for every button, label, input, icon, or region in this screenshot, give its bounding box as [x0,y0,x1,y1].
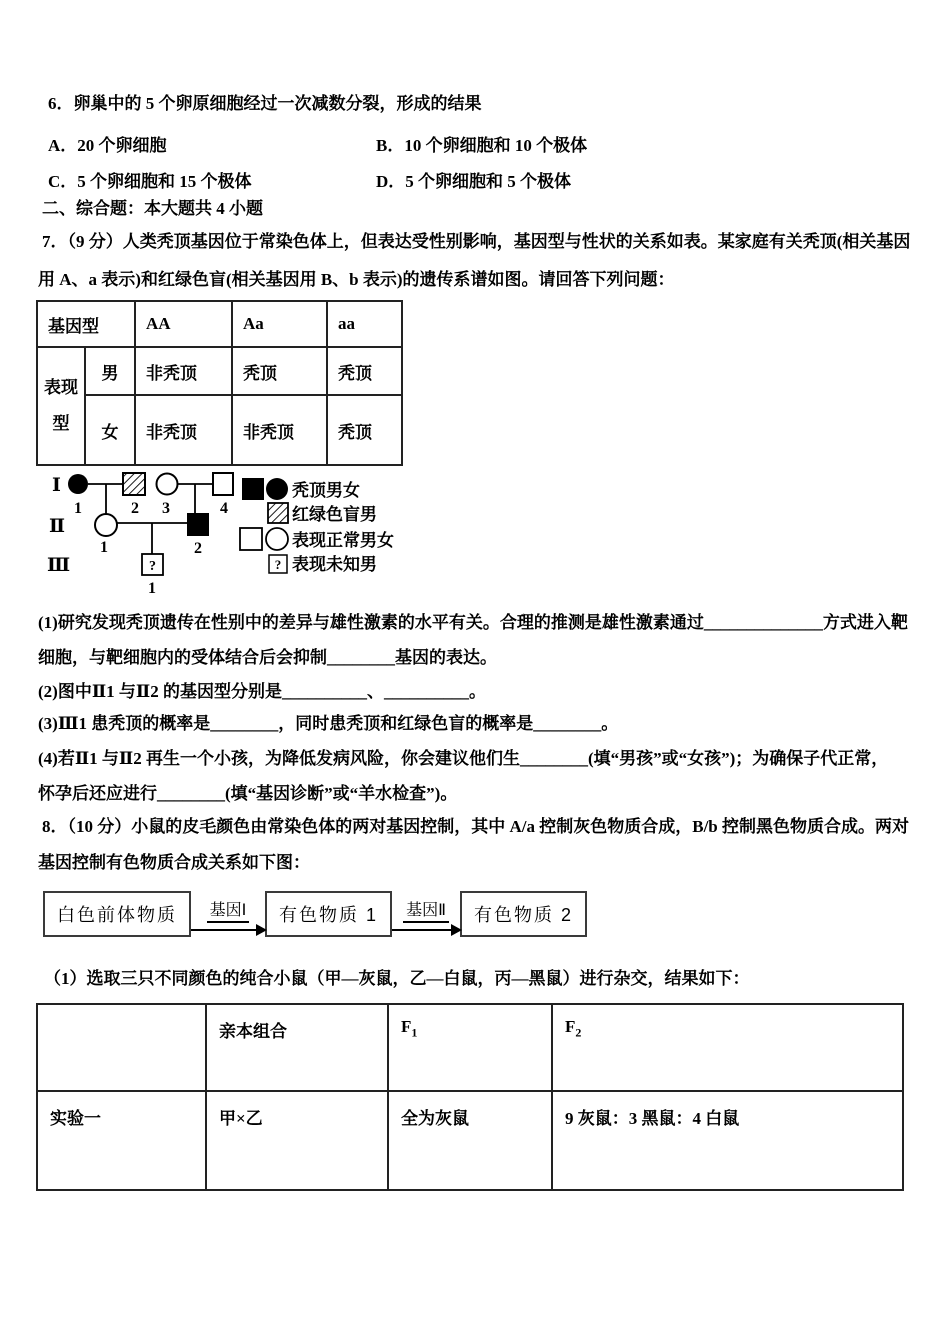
table-row [37,1091,903,1190]
experiment1-f2: 9 灰鼠：3 黑鼠：4 白鼠 [552,1091,903,1190]
male-aa-cell: 秃顶 [327,347,402,395]
pedigree-II1-normal-female [95,514,117,536]
pedigree-III1-question-mark: ? [149,559,156,574]
pedigree-I4-label: 4 [220,500,228,517]
pathway-box-pigment1: 有色物质 1 [265,891,392,937]
pathway-arrow-gene1 [191,897,265,931]
f1-base: F [401,1017,412,1036]
experiment1-f1: 全为灰鼠 [388,1091,552,1190]
legend-empty-circle-icon [266,528,288,550]
pedigree-II2-affected-male [187,513,209,536]
generation-label-2: Ⅱ [49,516,66,537]
right-arrow-icon [392,929,460,931]
q7-stem-line2: 用 A、a 表示)和红绿色盲(相关基因用 B、b 表示)的遗传系谱如图。请回答下列问题： [38,270,675,289]
legend-normal-label: 表现正常男女 [292,531,394,550]
genotype-table-corner: 基因型 [37,301,135,347]
genotype-header-AA: AA [135,301,232,347]
legend-hatched-square-icon [268,503,288,523]
pedigree-II1-label: 1 [100,539,108,556]
genotype-phenotype-table [36,300,403,466]
q7-sub2: (2)图中Ⅱ1 与Ⅱ2 的基因型分别是__________、__________。 [38,682,486,701]
section-heading: 二、综合题：本大题共 4 小题 [42,199,263,218]
male-Aa-cell: 秃顶 [232,347,327,395]
legend-empty-square-icon [240,528,262,550]
q7-stem-line1: 7．（9 分）人类秃顶基因位于常染色体上，但表达受性别影响，基因型与性状的关系如表。某家庭有关秃顶(相关基因 [42,232,911,251]
q7-sub1-line1: (1)研究发现秃顶遗传在性别中的差异与雄性激素的水平有关。合理的推测是雄性激素通过______________方式进入靶 [38,613,908,632]
experiment1-parents: 甲×乙 [206,1091,388,1190]
legend-colorblind-label: 红绿色盲男 [292,505,377,524]
q8-stem-line2: 基因控制有色物质合成关系如下图： [38,853,310,872]
generation-label-3: Ⅲ [47,555,71,576]
right-arrow-icon [191,929,265,931]
q7-sub3: (3)Ⅲ1 患秃顶的概率是________，同时患秃顶和红绿色盲的概率是________。 [38,714,619,733]
pathway-box-white-precursor: 白色前体物质 [43,891,191,937]
cross-table-f2-header [552,1004,903,1091]
f1-sub: 1 [411,1025,418,1040]
phenotype-row-group-label: 表现型 [37,347,85,465]
q7-sub4-line1: (4)若Ⅱ1 与Ⅱ2 再生一个小孩，为降低发病风险，你会建议他们生________(填“男孩”或“女孩”)；为确保子代正常， [38,749,889,768]
f2-sub: 2 [575,1025,582,1040]
female-AA-cell: 非秃顶 [135,395,232,465]
legend-filled-square-icon [242,478,264,500]
male-AA-cell: 非秃顶 [135,347,232,395]
experiment1-label: 实验一 [37,1091,206,1190]
q7-sub4-line2: 怀孕后还应进行________(填“基因诊断”或“羊水检查”)。 [38,784,458,803]
q6-option-a: A．20 个卵细胞 [48,136,167,155]
cross-table-parent-header: 亲本组合 [206,1004,388,1091]
pedigree-III1-label: 1 [148,580,156,597]
cross-experiment-table [36,1003,904,1191]
gene1-arrow-label: 基因Ⅰ [207,897,250,923]
legend-unknown-label: 表现未知男 [292,555,377,574]
pedigree-legend [240,478,394,574]
q6-option-d: D．5 个卵细胞和 5 个极体 [376,172,572,191]
gene2-arrow-label: 基因Ⅱ [403,897,449,923]
female-aa-cell: 秃顶 [327,395,402,465]
genotype-header-Aa: Aa [232,301,327,347]
pedigree-I1-label: 1 [74,500,82,517]
pedigree-I1-affected-female [68,474,88,494]
genotype-header-aa: aa [327,301,402,347]
female-row-label: 女 [85,395,135,465]
pedigree-I4-normal-male [213,473,233,495]
cross-table-empty-header [37,1004,206,1091]
f2-base: F [565,1017,576,1036]
q8-stem-line1: 8．（10 分）小鼠的皮毛颜色由常染色体的两对基因控制，其中 A/a 控制灰色物质合成，B/b 控制黑色物质合成。两对 [42,817,910,836]
pedigree-chart [40,466,490,598]
q6-stem: 6．卵巢中的 5 个卵原细胞经过一次减数分裂，形成的结果 [48,94,482,113]
q6-option-c: C．5 个卵细胞和 15 个极体 [48,172,252,191]
q6-option-b: B．10 个卵细胞和 10 个极体 [376,136,588,155]
pedigree-I2-colorblind-male [123,473,145,495]
cross-table-f1-header [388,1004,552,1091]
q7-sub1-line2: 细胞，与靶细胞内的受体结合后会抑制________基因的表达。 [38,648,497,667]
legend-bald-label: 秃顶男女 [292,481,360,500]
generation-label-1: Ⅰ [52,475,61,496]
pathway-box-pigment2: 有色物质 2 [460,891,587,937]
pigment-pathway-diagram [43,891,587,937]
pedigree-I3-label: 3 [162,500,170,517]
male-row-label: 男 [85,347,135,395]
q8-sub1: （1）选取三只不同颜色的纯合小鼠（甲—灰鼠，乙—白鼠，丙—黑鼠）进行杂交，结果如下： [44,969,750,988]
legend-filled-circle-icon [266,478,288,500]
pathway-arrow-gene2 [392,897,460,931]
pedigree-II2-label: 2 [194,540,202,557]
pedigree-I3-normal-female [157,474,178,495]
pedigree-I2-label: 2 [131,500,139,517]
legend-question-mark: ? [274,557,282,572]
female-Aa-cell: 非秃顶 [232,395,327,465]
